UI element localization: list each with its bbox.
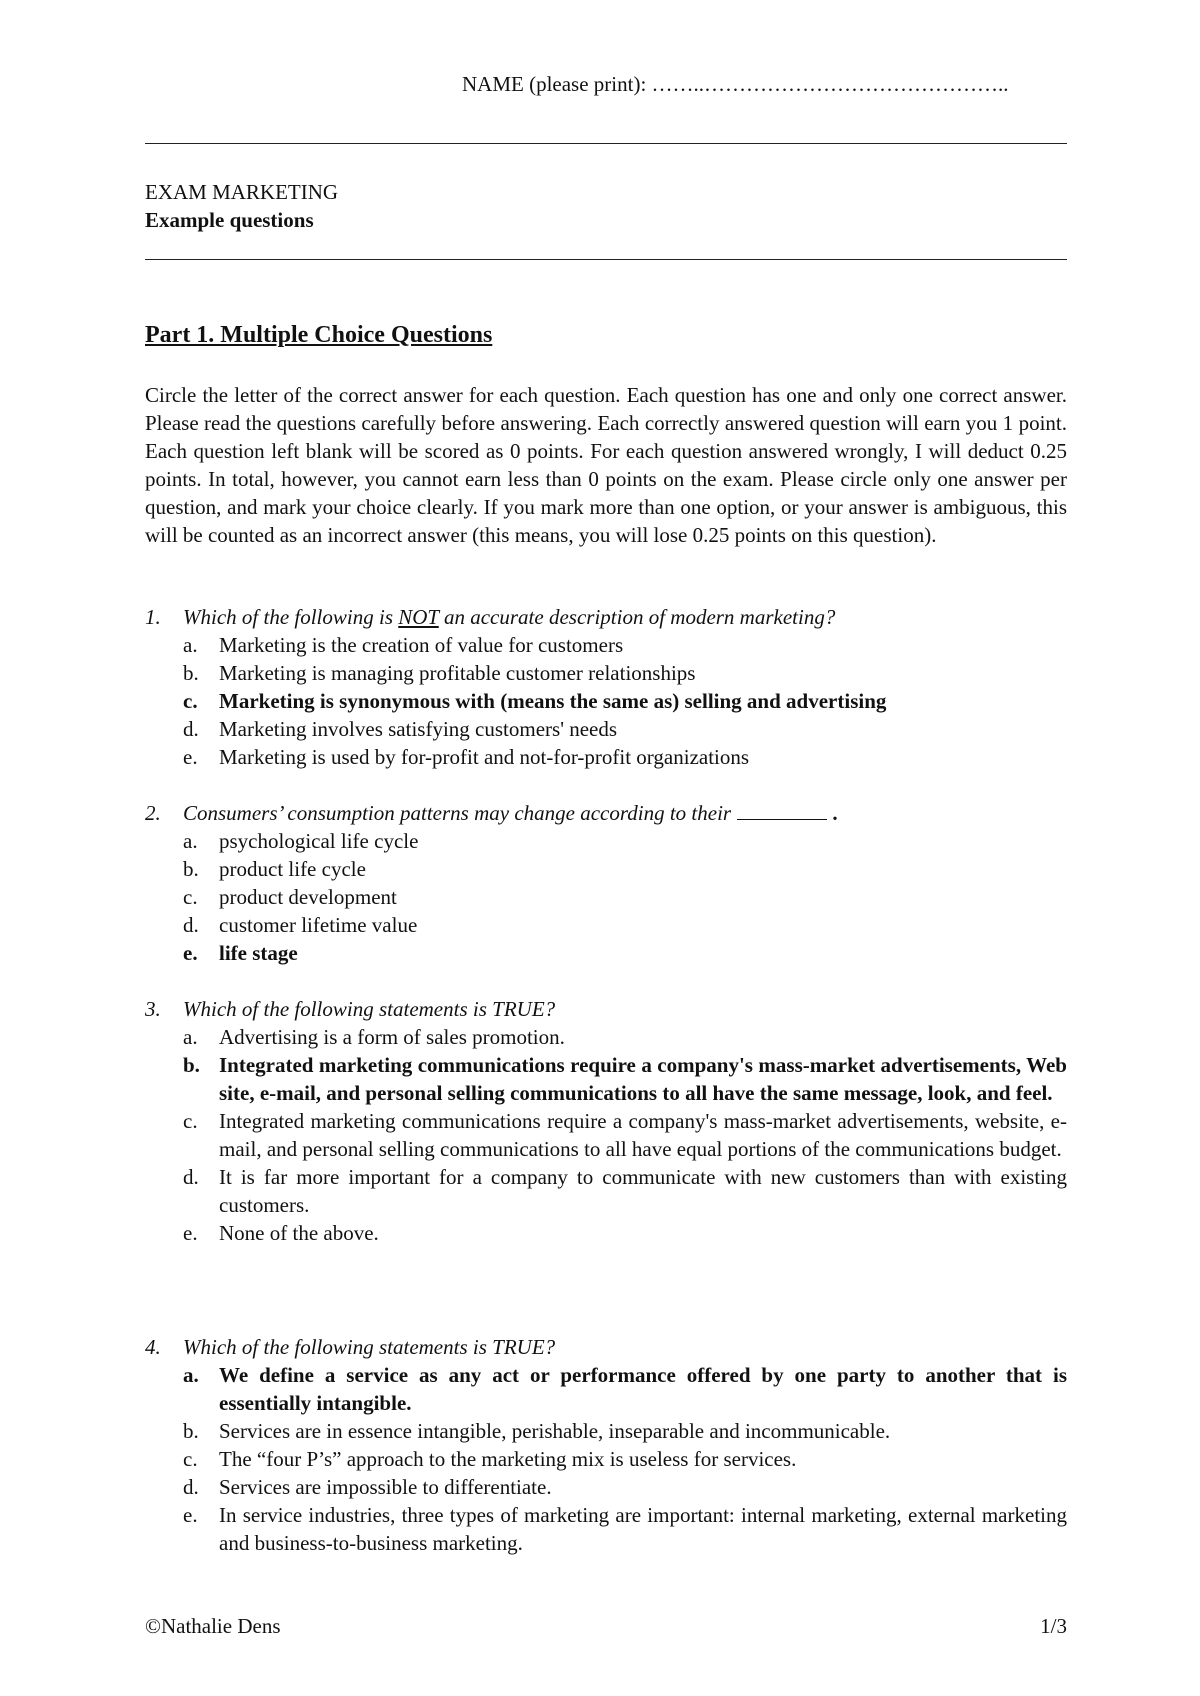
options-list [145, 1023, 1067, 1247]
question-2 [145, 799, 1067, 967]
option-a[interactable]: a. Advertising is a form of sales promotion. [183, 1025, 565, 1049]
question-stem [145, 995, 1067, 1023]
question-stem [145, 1333, 1067, 1361]
copyright-footer: ©Nathalie Dens [145, 1614, 281, 1638]
name-label: NAME (please print): [462, 72, 647, 96]
option-d[interactable]: d. It is far more important for a company to communicate with new customers than with existing customers. [183, 1165, 1067, 1217]
question-number: 4. [145, 1335, 161, 1359]
option-e[interactable]: e. life stage [183, 941, 298, 965]
question-number: 2. [145, 801, 161, 825]
stem-text: Which of the following is [183, 605, 399, 629]
option-c[interactable]: c. The “four P’s” approach to the marketing mix is useless for services. [183, 1447, 797, 1471]
exam-title: EXAM MARKETING [145, 180, 339, 204]
question-number: 1. [145, 605, 161, 629]
option-b[interactable]: b. Integrated marketing communications require a company's mass-market advertisements, Web site, e-mail, and personal selling communications to all have the same message, look, and feel. [183, 1053, 1067, 1105]
stem-text: Consumers’ consumption patterns may change according to their [183, 801, 732, 825]
question-stem [145, 799, 1067, 827]
option-e[interactable]: e. None of the above. [183, 1221, 379, 1245]
stem-period: . [832, 801, 838, 825]
instructions-paragraph: Circle the letter of the correct answer for each question. Each question has one and only one correct answer. Please read the questions carefully before answering. Each correctly answered question will earn you 1 point. Each question left blank will be scored as 0 points. For each question answered wrongly, I will deduct 0.25 points. In total, however, you cannot earn less than 0 points on the exam. Please circle only one answer per question, and mark your choice clearly. If you mark more than one option, or your answer is ambiguous, this will be counted as an incorrect answer (this means, you will lose 0.25 points on this question). [145, 383, 1067, 547]
option-d[interactable]: d. Services are impossible to differentiate. [183, 1475, 552, 1499]
option-b[interactable]: b. product life cycle [183, 857, 366, 881]
exam-subtitle: Example questions [145, 208, 314, 232]
page-number: 1/3 [1040, 1614, 1067, 1638]
stem-text: Which of the following statements is TRUE? [183, 1335, 556, 1359]
option-c[interactable]: c. Integrated marketing communications require a company's mass-market advertisements, website, e-mail, and personal selling communications to all have equal portions of the communications budget. [183, 1109, 1067, 1161]
question-number: 3. [145, 997, 161, 1021]
option-b[interactable]: b. Services are in essence intangible, perishable, inseparable and incommunicable. [183, 1419, 891, 1443]
stem-text: Which of the following statements is TRUE? [183, 997, 556, 1021]
question-stem [145, 603, 1067, 631]
answer-blank [737, 801, 827, 820]
stem-emphasis: NOT [398, 605, 439, 629]
options-list [145, 827, 1067, 967]
option-a[interactable]: a. psychological life cycle [183, 829, 419, 853]
divider-top [145, 143, 1067, 144]
question-4 [145, 1333, 1067, 1557]
option-a[interactable]: a. Marketing is the creation of value for customers [183, 633, 624, 657]
option-d[interactable]: d. customer lifetime value [183, 913, 418, 937]
option-c[interactable]: c. product development [183, 885, 397, 909]
option-e[interactable]: e. Marketing is used by for-profit and not-for-profit organizations [183, 745, 750, 769]
name-field-line [462, 72, 1009, 97]
divider-bottom [145, 259, 1067, 260]
question-3 [145, 995, 1067, 1247]
options-list [145, 631, 1067, 771]
stem-text-end: an accurate description of modern marketing? [438, 605, 836, 629]
option-d[interactable]: d. Marketing involves satisfying customers' needs [183, 717, 618, 741]
option-b[interactable]: b. Marketing is managing profitable customer relationships [183, 661, 696, 685]
question-1 [145, 603, 1067, 771]
option-c[interactable]: c. Marketing is synonymous with (means the same as) selling and advertising [183, 689, 887, 713]
option-e[interactable]: e. In service industries, three types of marketing are important: internal marketing, external marketing and business-to-business marketing. [183, 1503, 1067, 1555]
options-list [145, 1361, 1067, 1557]
option-a[interactable]: a. We define a service as any act or performance offered by one party to another that is essentially intangible. [183, 1363, 1067, 1415]
part-heading: Part 1. Multiple Choice Questions [145, 322, 493, 348]
name-dots: ……..…………………………………….. [651, 72, 1009, 96]
